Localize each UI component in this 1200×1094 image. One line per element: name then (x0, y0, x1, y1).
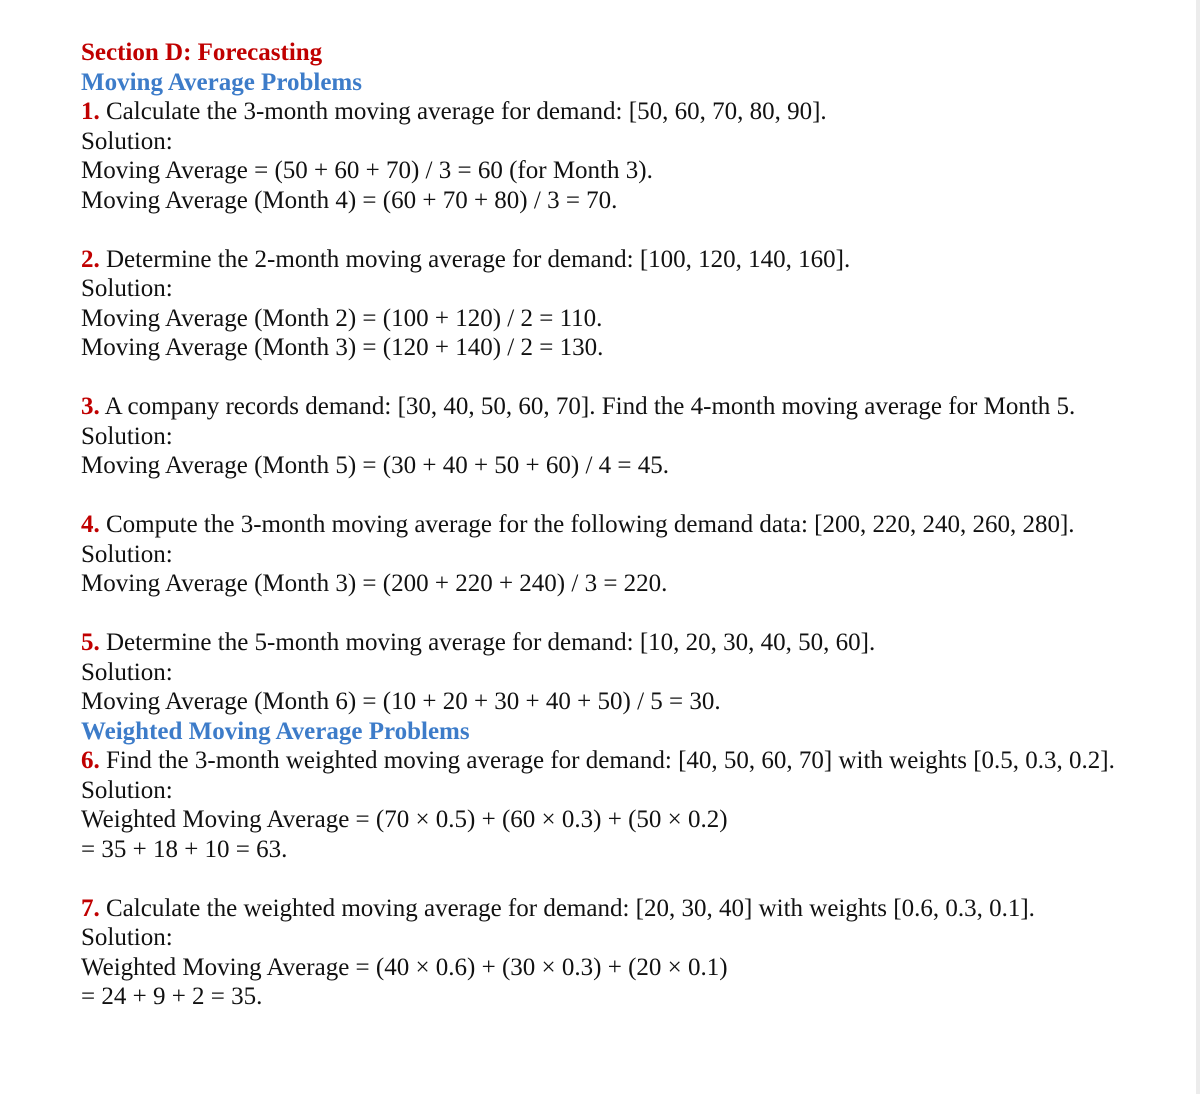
problem-question (81, 510, 1131, 540)
problem-number: 4. (81, 511, 100, 538)
solution-line: Moving Average (Month 5) = (30 + 40 + 50 + 60) / 4 = 45. (81, 452, 670, 479)
problem-question (81, 746, 1131, 776)
problem-question-text: Determine the 2-month moving average for demand: [100, 120, 140, 160]. (106, 245, 851, 273)
problem-item (81, 510, 1131, 599)
group-title: Weighted Moving Average Problems (81, 717, 470, 745)
problem-number: 1. (81, 98, 100, 125)
group-title: Moving Average Problems (81, 68, 362, 96)
problem-item (81, 746, 1131, 864)
problem-question (81, 894, 1131, 924)
problem-group (81, 717, 1131, 1012)
problem-group (81, 68, 1131, 717)
problem-question-text: Calculate the weighted moving average for demand: [20, 30, 40] with weights [0.6, 0.3, 0.1]. (106, 894, 1035, 922)
problem-question (81, 245, 1131, 275)
problem-question (81, 628, 1131, 658)
problem-question (81, 392, 1131, 422)
problem-item (81, 97, 1131, 215)
solution-line: Moving Average (Month 3) = (120 + 140) / 2 = 130. (81, 334, 604, 361)
problem-number: 6. (81, 747, 100, 774)
problem-question-text: Determine the 5-month moving average for demand: [10, 20, 30, 40, 50, 60]. (106, 629, 876, 656)
solution-label: Solution: (81, 776, 173, 804)
page-edge (1196, 0, 1200, 1094)
solution-line: Moving Average (Month 2) = (100 + 120) / 2 = 110. (81, 304, 603, 332)
problem-number: 7. (81, 894, 100, 922)
solution-label: Solution: (81, 540, 173, 568)
solution-line: Weighted Moving Average = (40 × 0.6) + (30 × 0.3) + (20 × 0.1) (81, 953, 728, 981)
solution-label: Solution: (81, 658, 173, 686)
solution-line: = 35 + 18 + 10 = 63. (81, 835, 288, 863)
problem-item (81, 894, 1131, 1012)
solution-line: Weighted Moving Average = (70 × 0.5) + (60 × 0.3) + (50 × 0.2) (81, 806, 728, 833)
document-page (81, 38, 1131, 1012)
problem-question-text: Compute the 3-month moving average for the following demand data: [200, 220, 240, 260, 280]. (106, 511, 1075, 538)
solution-label: Solution: (81, 422, 173, 450)
solution-line: = 24 + 9 + 2 = 35. (81, 983, 263, 1010)
problem-number: 5. (81, 629, 100, 656)
solution-line: Moving Average (Month 4) = (60 + 70 + 80) / 3 = 70. (81, 186, 618, 214)
solution-label: Solution: (81, 275, 173, 302)
solution-line: Moving Average (Month 3) = (200 + 220 + 240) / 3 = 220. (81, 570, 668, 597)
problem-item (81, 245, 1131, 363)
problem-groups (81, 68, 1131, 1012)
problem-number: 3. (81, 393, 100, 420)
problem-question-text: Calculate the 3-month moving average for demand: [50, 60, 70, 80, 90]. (106, 98, 827, 125)
problem-question (81, 97, 1131, 127)
problem-item (81, 628, 1131, 717)
solution-label: Solution: (81, 127, 173, 155)
solution-line: Moving Average = (50 + 60 + 70) / 3 = 60 (for Month 3). (81, 157, 653, 184)
problem-number: 2. (81, 245, 100, 273)
problem-item (81, 392, 1131, 481)
section-title: Section D: Forecasting (81, 39, 323, 66)
problem-question-text: A company records demand: [30, 40, 50, 60, 70]. Find the 4-month moving average for Month 5. (104, 393, 1076, 420)
solution-label: Solution: (81, 924, 173, 951)
solution-line: Moving Average (Month 6) = (10 + 20 + 30 + 40 + 50) / 5 = 30. (81, 688, 721, 715)
problem-question-text: Find the 3-month weighted moving average for demand: [40, 50, 60, 70] with weights [0.5, 0.3, 0.2]. (106, 747, 1115, 774)
